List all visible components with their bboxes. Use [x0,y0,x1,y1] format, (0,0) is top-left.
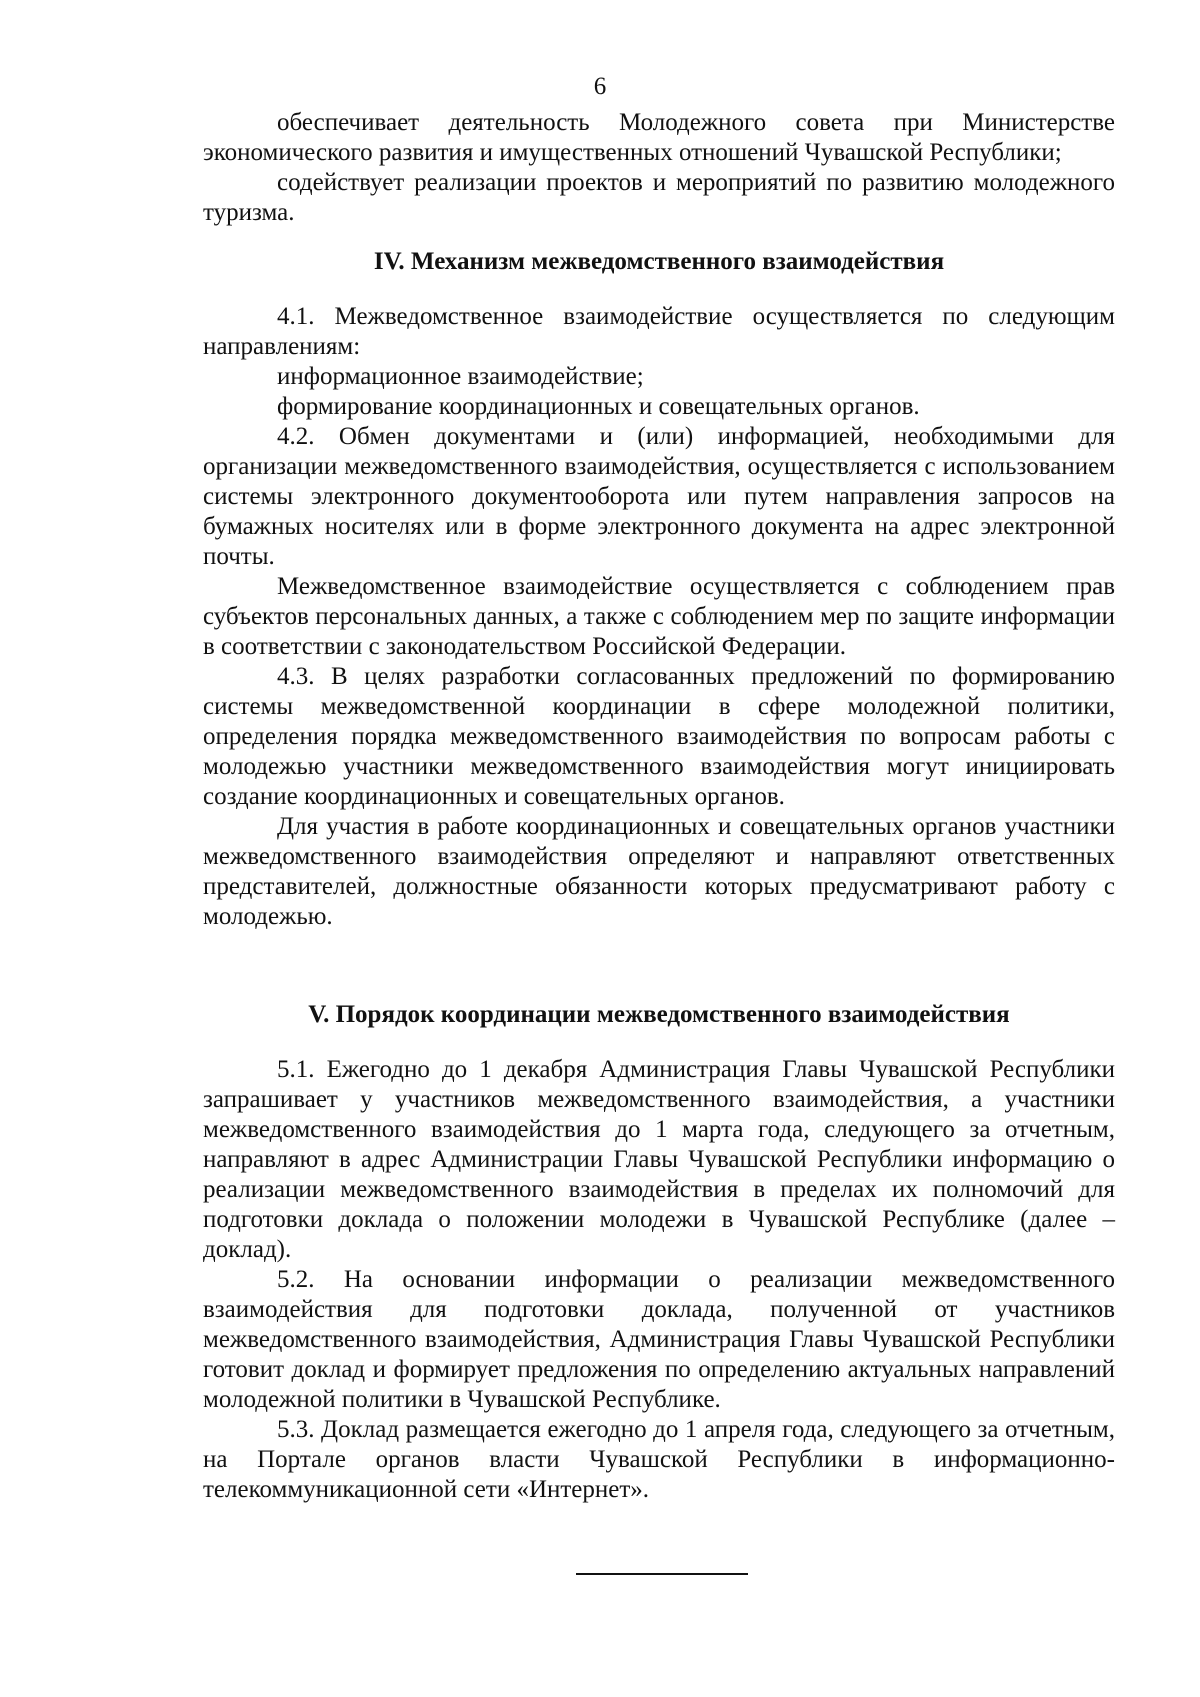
end-of-document-rule [576,1573,748,1575]
section-4-paragraph-5: Межведомственное взаимодействие осуществляется с соблюдением прав субъектов персональных данных, а также с соблюдением мер по защите информации в соответствии с законодательством Российской Федерации. [203,573,1115,660]
section-4-paragraph-1: 4.1. Межведомственное взаимодействие осуществляется по следующим направлениям: [203,303,1115,360]
section-4-paragraph-4: 4.2. Обмен документами и (или) информацией, необходимыми для организации межведомственного взаимодействия, осуществляется с использованием системы электронного документооборота или путем направления запросов на бумажных носителях или в форме электронного документа на адрес электронной почты. [203,423,1115,570]
section-4-paragraph-7: Для участия в работе координационных и совещательных органов участники межведомственного взаимодействия определяют и направляют ответственных представителей, должностные обязанности которых предусматривают работу с молодежью. [203,813,1115,930]
section-4-heading: IV. Механизм межведомственного взаимодействия [373,248,945,275]
section-5-body [203,1055,1115,1505]
section-5-paragraph-2: 5.2. На основании информации о реализации межведомственного взаимодействия для подготовки доклада, полученной от участников межведомственного взаимодействия, Администрация Главы Чувашской Республики готовит доклад и формирует предложения по определению актуальных направлений молодежной политики в Чувашской Республике. [203,1266,1115,1413]
intro-paragraph-1: обеспечивает деятельность Молодежного совета при Министерстве экономического развития и имущественных отношений Чувашской Республики; [203,109,1115,166]
intro-block [203,108,1115,228]
intro-paragraph-2: содействует реализации проектов и мероприятий по развитию молодежного туризма. [203,169,1115,226]
section-5-heading: V. Порядок координации межведомственного взаимодействия [308,1001,1010,1028]
page-number: 6 [593,73,607,100]
section-4-body [203,302,1115,932]
section-4-paragraph-3: формирование координационных и совещательных органов. [277,393,920,420]
section-5-paragraph-1: 5.1. Ежегодно до 1 декабря Администрация Главы Чувашской Республики запрашивает у участников межведомственного взаимодействия, а участники межведомственного взаимодействия до 1 марта года, следующего за отчетным, направляют в адрес Администрации Главы Чувашской Республики информацию о реализации межведомственного взаимодействия в пределах их полномочий для подготовки доклада о положении молодежи в Чувашской Республике (далее – доклад). [203,1056,1115,1263]
section-5-paragraph-3: 5.3. Доклад размещается ежегодно до 1 апреля года, следующего за отчетным, на Портале органов власти Чувашской Республики в информационно-телекоммуникационной сети «Интернет». [203,1416,1115,1503]
section-4-paragraph-6: 4.3. В целях разработки согласованных предложений по формированию системы межведомственной координации в сфере молодежной политики, определения порядка межведомственного взаимодействия по вопросам работы с молодежью участники межведомственного взаимодействия могут инициировать создание координационных и совещательных органов. [203,663,1115,810]
section-4-paragraph-2: информационное взаимодействие; [277,363,644,390]
